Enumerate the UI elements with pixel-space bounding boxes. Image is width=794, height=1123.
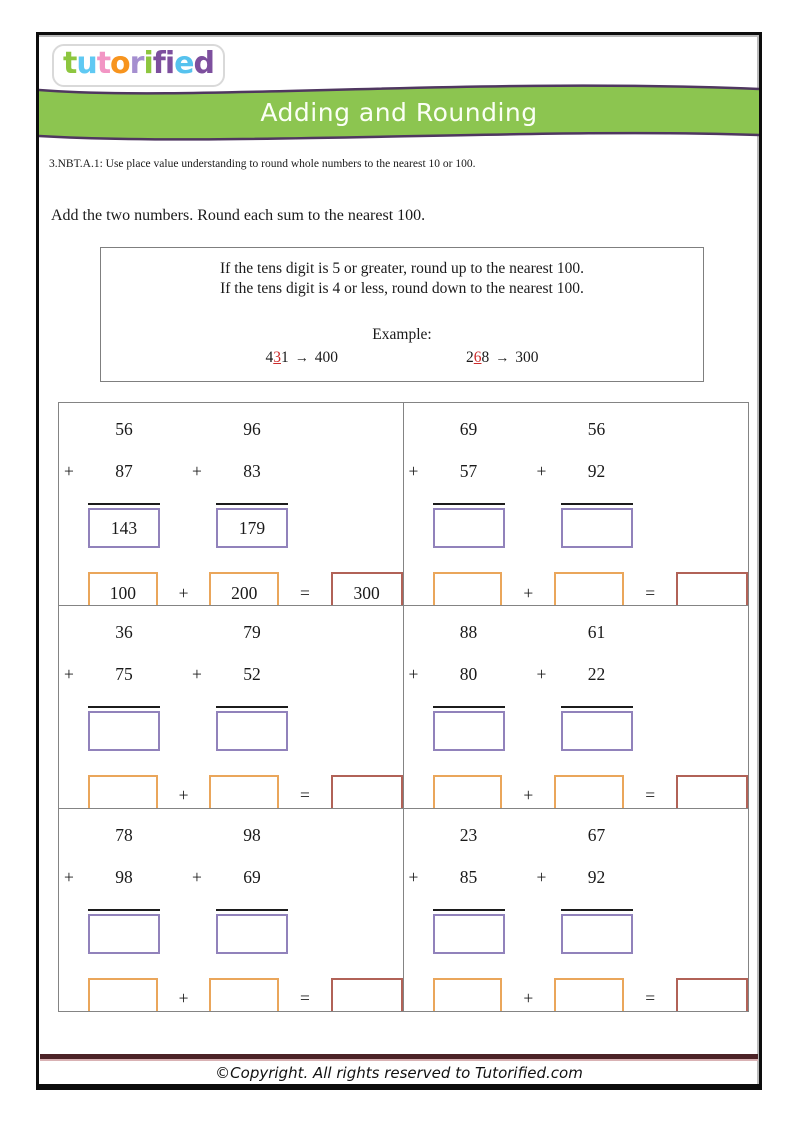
- plus-sign: +: [408, 663, 419, 684]
- logo-letter: e: [174, 46, 194, 81]
- sum-line: [88, 909, 160, 911]
- sum-line: [216, 909, 288, 911]
- rounded-right-box[interactable]: [209, 978, 279, 1012]
- plus-sign: +: [408, 461, 419, 482]
- addend-bottom: + 52: [192, 663, 261, 684]
- equals-sign: =: [300, 785, 310, 806]
- total-box[interactable]: [676, 775, 748, 809]
- equals-sign: =: [645, 582, 656, 603]
- addition-problem-left: [408, 824, 505, 954]
- addition-problems: [408, 419, 749, 548]
- rounded-left-box[interactable]: [433, 572, 503, 606]
- addend-top: 56: [115, 419, 133, 440]
- problem-cell: [404, 606, 749, 809]
- examples-row: [101, 348, 703, 368]
- addition-problems: [408, 621, 749, 751]
- page-frame: [36, 32, 762, 1090]
- sum-answer-box[interactable]: [561, 711, 633, 751]
- rounding-row: [88, 978, 403, 1012]
- addition-problem-right: [192, 824, 288, 954]
- plus-sign: +: [192, 866, 202, 887]
- rounding-row: [433, 978, 749, 1012]
- rounded-left-box[interactable]: [88, 775, 158, 809]
- problem-cell: [404, 809, 749, 1012]
- problem-cell: [59, 606, 404, 809]
- logo-letter: f: [152, 46, 165, 81]
- rounding-row: [433, 572, 749, 606]
- plus-sign: +: [536, 866, 547, 887]
- plus-sign: +: [523, 582, 534, 603]
- addend-bottom: + 57: [408, 461, 478, 482]
- sum-answer-box[interactable]: [433, 711, 505, 751]
- plus-sign: +: [64, 663, 74, 684]
- addend-top: 23: [459, 824, 478, 845]
- addition-problem-right: [536, 621, 633, 751]
- arrow-icon: →: [294, 350, 309, 366]
- rules-box: [100, 247, 704, 383]
- rounding-row: [88, 775, 403, 809]
- addition-problem-right: [536, 419, 633, 548]
- sum-line: [433, 706, 505, 708]
- addition-problem-left: [408, 621, 505, 751]
- example-item: 268 → 300: [466, 348, 539, 366]
- sum-answer-box[interactable]: [88, 914, 160, 954]
- logo-letter: u: [76, 46, 97, 81]
- sum-answer-box[interactable]: 179: [216, 508, 288, 548]
- addend-top: 61: [587, 621, 606, 642]
- rounding-row: [88, 572, 403, 606]
- addend-top: 69: [459, 419, 478, 440]
- plus-sign: +: [408, 866, 419, 887]
- addition-problems: [64, 419, 403, 548]
- plus-sign: +: [178, 582, 189, 603]
- rule-line-1: If the tens digit is 5 or greater, round up to the nearest 100.: [220, 259, 584, 277]
- logo-letter: o: [110, 46, 130, 81]
- addend-bottom: + 87: [64, 461, 133, 482]
- rounded-left-box[interactable]: 100: [88, 572, 158, 606]
- sum-answer-box[interactable]: [88, 711, 160, 751]
- rounded-right-box[interactable]: [554, 572, 624, 606]
- sum-line: [88, 706, 160, 708]
- addition-problem-right: [536, 824, 633, 954]
- plus-sign: +: [192, 663, 202, 684]
- addend-top: 56: [587, 419, 606, 440]
- problem-cell: [59, 809, 404, 1012]
- logo-letter: r: [129, 46, 144, 81]
- addition-problem-left: [64, 419, 160, 548]
- equals-sign: =: [300, 582, 310, 603]
- plus-sign: +: [64, 461, 74, 482]
- addition-problem-left: [64, 621, 160, 751]
- rounded-left-box[interactable]: [433, 978, 503, 1012]
- addend-top: 79: [243, 621, 261, 642]
- total-box[interactable]: [676, 978, 748, 1012]
- plus-sign: +: [178, 785, 189, 806]
- sum-answer-box[interactable]: [561, 914, 633, 954]
- footer: [39, 1054, 759, 1082]
- rule-line-2: If the tens digit is 4 or less, round down to the nearest 100.: [220, 279, 584, 297]
- plus-sign: +: [536, 663, 547, 684]
- sum-answer-box[interactable]: [216, 711, 288, 751]
- sum-answer-box[interactable]: [433, 914, 505, 954]
- addition-problems: [64, 621, 403, 751]
- problem-cell: [404, 403, 749, 606]
- sum-answer-box[interactable]: [561, 508, 633, 548]
- addend-bottom: + 80: [408, 663, 478, 684]
- equals-sign: =: [645, 988, 656, 1009]
- rounding-row: [433, 775, 749, 809]
- equals-sign: =: [300, 988, 310, 1009]
- rounded-right-box[interactable]: [209, 775, 279, 809]
- standard-line: 3.NBT.A.1: Use place value understanding to round whole numbers to the nearest 10 or 100.: [49, 157, 476, 170]
- rounded-right-box[interactable]: [554, 978, 624, 1012]
- addend-bottom: + 98: [64, 866, 133, 887]
- rounded-left-box[interactable]: [88, 978, 158, 1012]
- addend-top: 36: [115, 621, 133, 642]
- highlighted-digit: 3: [273, 348, 281, 366]
- addend-bottom: + 83: [192, 461, 261, 482]
- equals-sign: =: [645, 785, 656, 806]
- instruction-text: Add the two numbers. Round each sum to the nearest 100.: [51, 206, 426, 224]
- sum-line: [216, 706, 288, 708]
- plus-sign: +: [64, 866, 74, 887]
- footer-rule-bar-highlight: [40, 1059, 758, 1061]
- logo-letter: i: [143, 46, 153, 81]
- problem-cell: [59, 403, 404, 606]
- plus-sign: +: [523, 785, 534, 806]
- addend-top: 96: [243, 419, 261, 440]
- problems-grid: [58, 402, 749, 1012]
- addition-problem-left: [408, 419, 505, 548]
- addend-bottom: + 85: [408, 866, 478, 887]
- example-item: 431 → 400: [265, 348, 338, 366]
- sum-line: [433, 503, 505, 505]
- addend-top: 98: [243, 824, 261, 845]
- addition-problem-right: [192, 621, 288, 751]
- plus-sign: +: [192, 461, 202, 482]
- total-box[interactable]: [331, 978, 403, 1012]
- highlighted-digit: 6: [473, 348, 482, 366]
- plus-sign: +: [178, 988, 189, 1009]
- sum-answer-box[interactable]: [433, 508, 505, 548]
- worksheet-title: Adding and Rounding: [260, 98, 538, 127]
- sum-line: [561, 706, 633, 708]
- total-box[interactable]: [331, 775, 403, 809]
- total-box[interactable]: [676, 572, 748, 606]
- addend-top: 78: [115, 824, 133, 845]
- addend-bottom: + 92: [536, 866, 606, 887]
- sum-line: [561, 503, 633, 505]
- rounded-left-box[interactable]: [433, 775, 503, 809]
- logo-letter: d: [193, 46, 214, 81]
- total-box[interactable]: 300: [331, 572, 403, 606]
- plus-sign: +: [523, 988, 534, 1009]
- sum-answer-box[interactable]: 143: [88, 508, 160, 548]
- sum-line: [561, 909, 633, 911]
- tutorified-logo: [52, 44, 225, 87]
- copyright-text: ©Copyright. All rights reserved to Tutorified.com: [215, 1064, 583, 1082]
- title-banner: [39, 79, 759, 145]
- sum-line: [88, 503, 160, 505]
- logo-letter: t: [96, 46, 111, 81]
- sum-line: [216, 503, 288, 505]
- example-label: Example:: [372, 326, 432, 344]
- addend-bottom: + 69: [192, 866, 261, 887]
- sum-answer-box[interactable]: [216, 914, 288, 954]
- plus-sign: +: [536, 461, 547, 482]
- addend-bottom: + 75: [64, 663, 133, 684]
- rounded-right-box[interactable]: [554, 775, 624, 809]
- addition-problem-left: [64, 824, 160, 954]
- rounded-right-box[interactable]: 200: [209, 572, 279, 606]
- addend-top: 88: [459, 621, 478, 642]
- addend-bottom: + 92: [536, 461, 606, 482]
- addend-bottom: + 22: [536, 663, 606, 684]
- logo-letter: t: [63, 46, 77, 81]
- addend-top: 67: [587, 824, 606, 845]
- addition-problems: [64, 824, 403, 954]
- sum-line: [433, 909, 505, 911]
- addition-problems: [408, 824, 749, 954]
- logo-letter: i: [164, 46, 175, 81]
- addition-problem-right: [192, 419, 288, 548]
- arrow-icon: →: [495, 350, 510, 366]
